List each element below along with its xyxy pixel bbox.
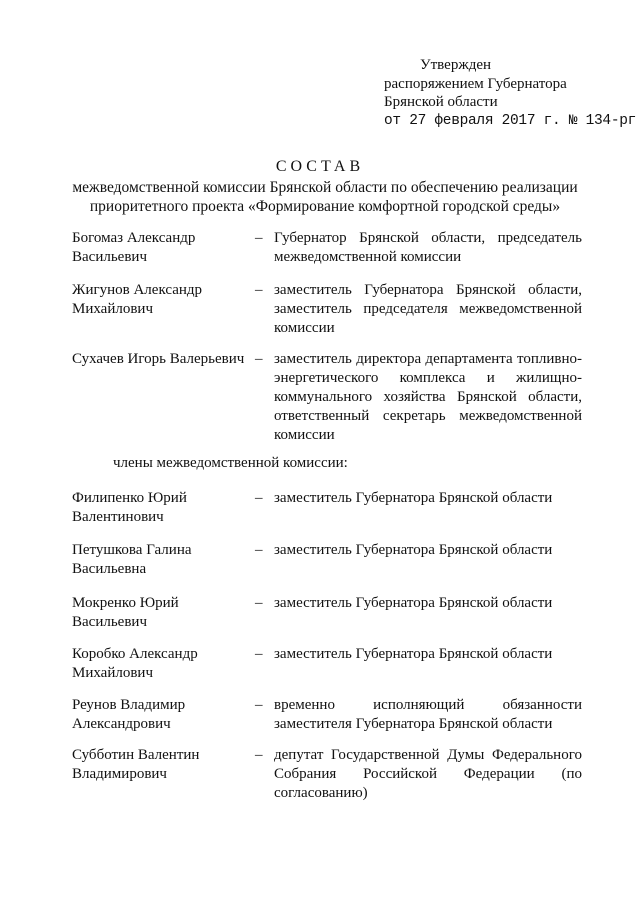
member-name: Богомаз Александр Васильевич — [72, 230, 196, 265]
member-name: Реунов Владимир Александрович — [72, 697, 186, 732]
document-subtitle: межведомственной комиссии Брянской области по обеспечению реализации приоритетного проекта «Формирование комфортной городской среды» — [72, 179, 578, 215]
member-dash: – — [255, 697, 263, 713]
member-role: заместитель Губернатора Брянской области — [274, 646, 553, 662]
member-dash: – — [255, 351, 263, 367]
member-dash: – — [255, 282, 263, 298]
member-name: Сухачев Игорь Валерьевич — [72, 351, 245, 367]
member-name: Петушкова Галина Васильевна — [72, 542, 192, 577]
approval-stamp — [384, 56, 636, 130]
approval-line-order: распоряжением Губернатора — [384, 75, 567, 92]
member-dash: – — [255, 595, 263, 611]
approval-line-approved: Утвержден — [420, 57, 492, 73]
member-dash: – — [255, 747, 263, 763]
member-dash: – — [255, 542, 263, 558]
members-heading: члены межведомственной комиссии: — [113, 455, 348, 471]
member-dash: – — [255, 230, 263, 246]
approval-line-date: от 27 февраля 2017 г. № 134-рг — [384, 112, 637, 129]
member-role: заместитель Губернатора Брянской области — [274, 595, 553, 611]
member-role: заместитель Губернатора Брянской области — [274, 490, 553, 506]
member-name: Жигунов Александр Михайлович — [72, 282, 203, 317]
member-name: Мокренко Юрий Васильевич — [72, 595, 179, 630]
member-role: заместитель Губернатора Брянской области — [274, 542, 553, 558]
document-title: СОСТАВ — [275, 158, 365, 175]
member-role: заместитель Губернатора Брянской области, заместитель председателя межведомственной комиссии — [274, 282, 582, 336]
member-name: Коробко Александр Михайлович — [72, 646, 198, 681]
member-name: Филипенко Юрий Валентинович — [72, 490, 187, 525]
member-role: депутат Государственной Думы Федерального Собрания Российской Федерации (по согласованию) — [274, 747, 582, 801]
member-role: временно исполняющий обязанности заместителя Губернатора Брянской области — [274, 697, 582, 732]
member-role: заместитель директора департамента топливно-энергетического комплекса и жилищно-коммунального хозяйства Брянской области, ответственный секретарь межведомственной комиссии — [274, 351, 582, 443]
approval-line-region: Брянской области — [384, 94, 498, 110]
member-name: Субботин Валентин Владимирович — [72, 747, 200, 782]
member-dash: – — [255, 646, 263, 662]
member-role: Губернатор Брянской области, председатель межведомственной комиссии — [274, 230, 582, 265]
member-dash: – — [255, 490, 263, 506]
